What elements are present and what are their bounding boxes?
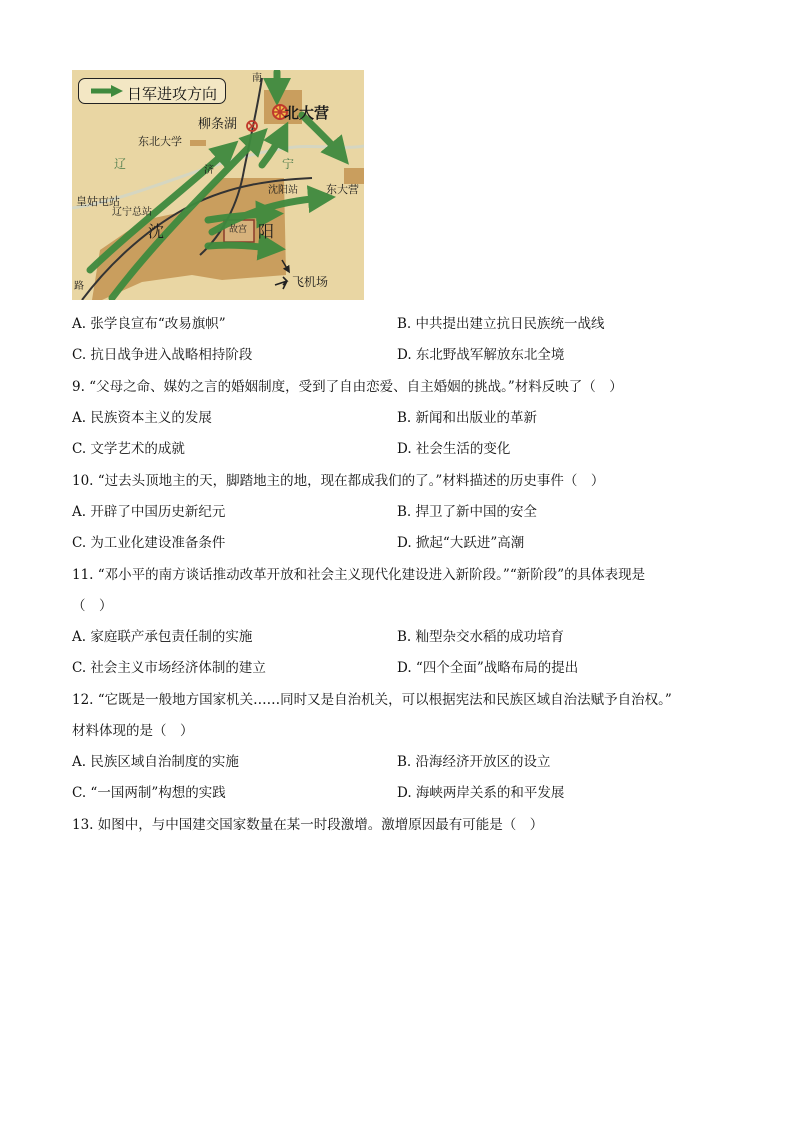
map-label-lu: 路 bbox=[74, 281, 84, 292]
q11-stem-line2: （ ） bbox=[72, 598, 113, 614]
arrow-legend-icon bbox=[89, 85, 123, 97]
map-label-shenyang-station: 沈阳站 bbox=[268, 185, 298, 196]
q10-option-a: A. 开辟了中国历史新纪元 bbox=[72, 504, 226, 520]
q11-option-c: C. 社会主义市场经济体制的建立 bbox=[72, 660, 266, 676]
mukden-incident-map bbox=[72, 70, 364, 300]
q12-option-c: C. “一国两制”构想的实践 bbox=[72, 785, 226, 801]
map-label-huanggutun: 皇姑屯站 bbox=[76, 195, 120, 208]
legend-text: 日军进攻方向 bbox=[127, 85, 218, 103]
q12-stem-line1: 12. “它既是一般地方国家机关……同时又是自治机关，可以根据宪法和民族区域自治法赋予自治权。” bbox=[72, 692, 672, 708]
map-label-shen: 沈 bbox=[148, 222, 165, 241]
map-label-nan: 南 bbox=[252, 73, 262, 84]
q8-option-b: B. 中共提出建立抗日民族统一战线 bbox=[397, 316, 605, 332]
q10-option-d: D. 掀起“大跃进”高潮 bbox=[397, 535, 525, 551]
q10-option-c: C. 为工业化建设准备条件 bbox=[72, 535, 226, 551]
map-label-liao: 辽 bbox=[114, 157, 127, 171]
q12-option-b: B. 沿海经济开放区的设立 bbox=[397, 754, 551, 770]
airplane-icon bbox=[275, 277, 287, 289]
q11-option-d: D. “四个全面”战略布局的提出 bbox=[397, 660, 579, 676]
q8-option-d: D. 东北野战军解放东北全境 bbox=[397, 347, 565, 363]
map-label-yang: 阳 bbox=[258, 222, 275, 241]
map-label-airport: 飞机场 bbox=[292, 275, 329, 289]
map-label-liutiaohu: 柳条湖 bbox=[198, 117, 238, 132]
q10-stem: 10. “过去头顶地主的天，脚踏地主的地，现在都成我们的了。”材料描述的历史事件（ ） bbox=[72, 473, 605, 489]
map-label-ji: 济 bbox=[204, 165, 214, 176]
map-label-ning: 宁 bbox=[282, 157, 295, 171]
q8-option-a: A. 张学良宣布“改易旗帜” bbox=[72, 316, 226, 332]
q9-option-c: C. 文学艺术的成就 bbox=[72, 441, 185, 457]
q9-option-a: A. 民族资本主义的发展 bbox=[72, 410, 212, 426]
q12-stem-line2: 材料体现的是（ ） bbox=[72, 723, 194, 739]
map-label-liaoning-station: 辽宁总站 bbox=[112, 207, 152, 218]
q9-stem: 9. “父母之命、媒妁之言的婚姻制度，受到了自由恋爱、自主婚姻的挑战。”材料反映了（ ） bbox=[72, 379, 623, 395]
q11-stem-line1: 11. “邓小平的南方谈话推动改革开放和社会主义现代化建设进入新阶段。”“新阶段”的具体表现是 bbox=[72, 567, 646, 583]
map-legend bbox=[78, 78, 226, 104]
map-label-northeast-univ: 东北大学 bbox=[138, 135, 182, 148]
q12-option-d: D. 海峡两岸关系的和平发展 bbox=[397, 785, 565, 801]
map-label-palace: 故宫 bbox=[229, 225, 248, 235]
q11-option-a: A. 家庭联产承包责任制的实施 bbox=[72, 629, 253, 645]
q9-option-d: D. 社会生活的变化 bbox=[397, 441, 511, 457]
map-label-east-camp: 东大营 bbox=[326, 183, 359, 196]
q12-option-a: A. 民族区域自治制度的实施 bbox=[72, 754, 239, 770]
q11-option-b: B. 籼型杂交水稻的成功培育 bbox=[397, 629, 565, 645]
q8-option-c: C. 抗日战争进入战略相持阶段 bbox=[72, 347, 253, 363]
q10-option-b: B. 捍卫了新中国的安全 bbox=[397, 504, 538, 520]
q9-option-b: B. 新闻和出版业的革新 bbox=[397, 410, 538, 426]
map-label-north-camp: 北大营 bbox=[284, 104, 330, 122]
q13-stem: 13. 如图中，与中国建交国家数量在某一时段激增。激增原因最有可能是（ ） bbox=[72, 817, 544, 833]
